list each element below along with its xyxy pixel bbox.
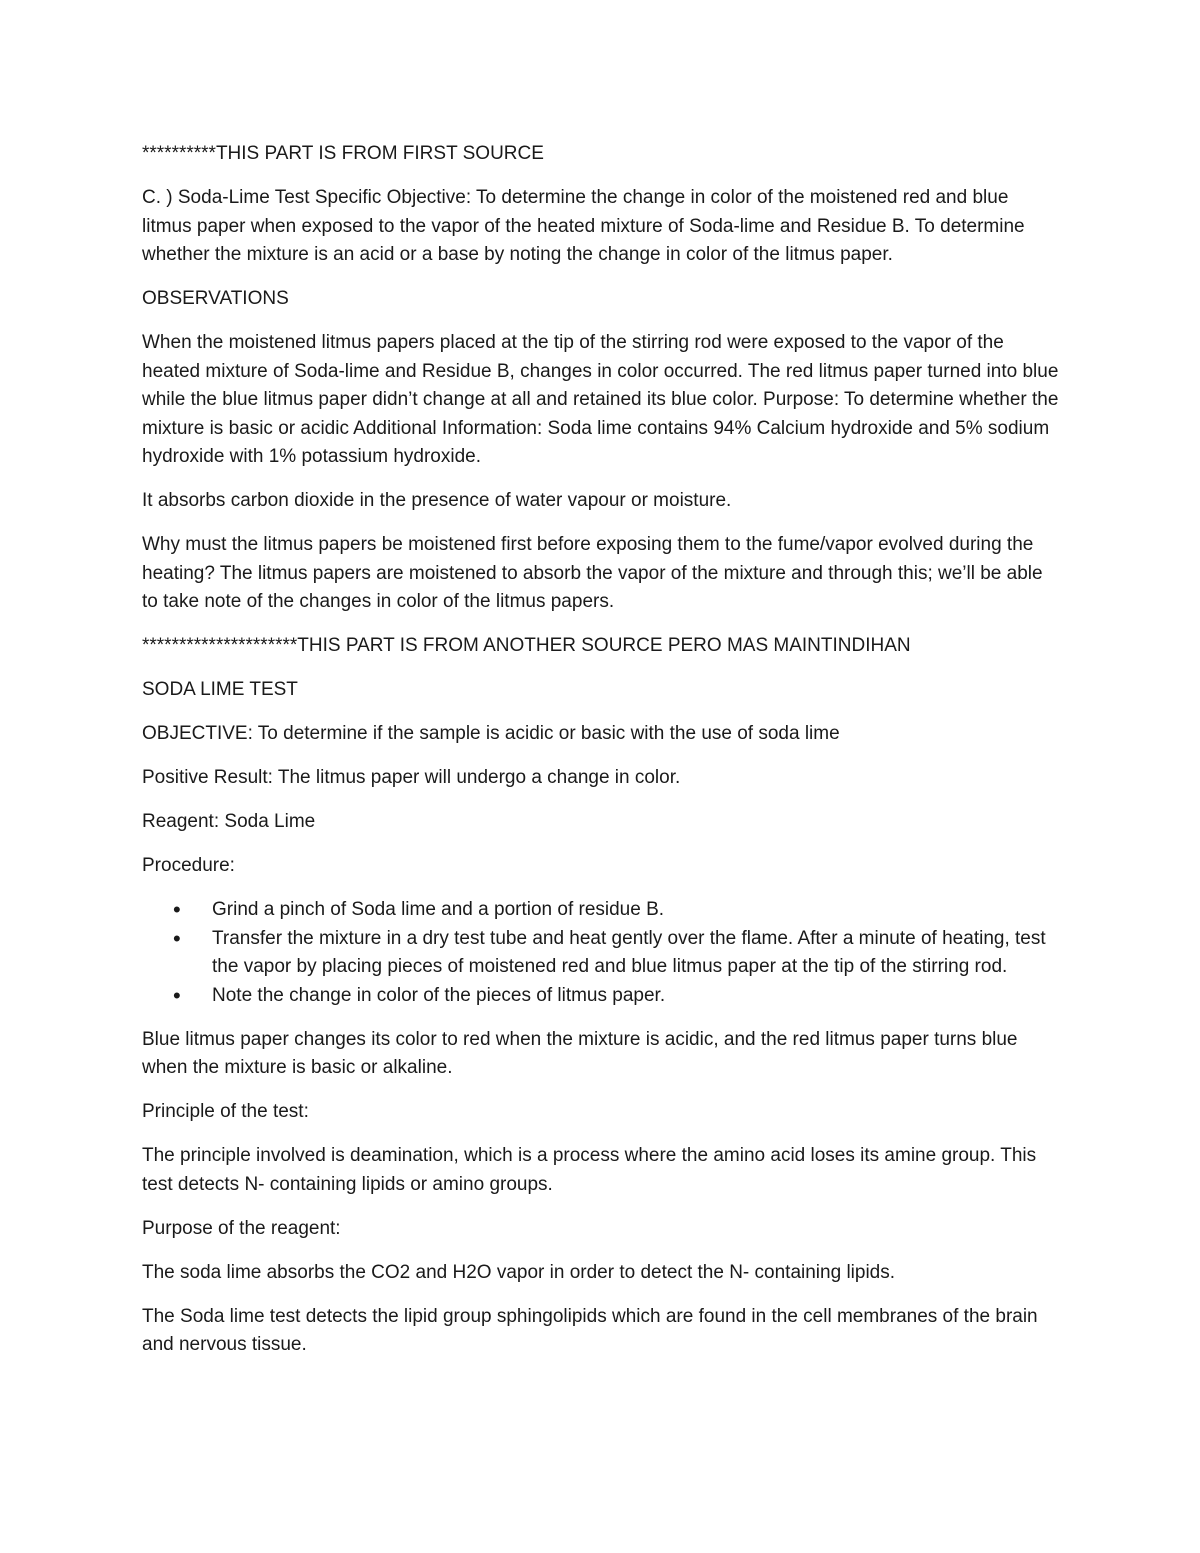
objective-text: OBJECTIVE: To determine if the sample is acidic or basic with the use of soda lime [142,723,840,744]
positive-result-text: Positive Result: The litmus paper will undergo a change in color. [142,767,681,788]
absorbs-text: It absorbs carbon dioxide in the presence of water vapour or moisture. [142,490,732,511]
purpose-text: The soda lime absorbs the CO2 and H2O vapor in order to detect the N- containing lipids. [142,1261,896,1283]
reagent-text: Reagent: Soda Lime [142,811,316,832]
procedure-step: • Note the change in color of the pieces of litmus paper. [212,982,1060,1011]
procedure-step: • Transfer the mixture in a dry test tube and heat gently over the flame. After a minute of heating, test the vapor by placing pieces of moistened red and blue litmus paper at the tip of the stirring rod. [212,925,1060,982]
why-moistened-text: Why must the litmus papers be moistened first before exposing them to the fume/vapor evolved during the heating? The litmus papers are moistened to absorb the vapor of the mixture and through this; we’ll be able to take note of the changes in color of the litmus papers. [142,534,1043,612]
observations-text: When the moistened litmus papers placed at the tip of the stirring rod were exposed to the vapor of the heated mixture of Soda-lime and Residue B, changes in color occurred. The red litmus paper turned into blue while the blue litmus paper didn’t change at all and retained its blue color. Purpose: To determine whether the mixture is basic or acidic Additional Information: Soda lime contains 94% Calcium hydroxide and 5% sodium hydroxide with 1% potassium hydroxide. [142,332,1059,467]
procedure-list [142,896,1060,1010]
observations-heading: OBSERVATIONS [142,288,289,309]
principle-text: The principle involved is deamination, which is a process where the amino acid loses its amine group. This test detects N- containing lipids or amino groups. [142,1145,1037,1195]
purpose-heading: Purpose of the reagent: [142,1217,341,1239]
source1-objective: C. ) Soda-Lime Test Specific Objective: To determine the change in color of the moistened red and blue litmus paper when exposed to the vapor of the heated mixture of Soda-lime and Residue B. To determine whether the mixture is an acid or a base by noting the change in color of the litmus paper. [142,187,1025,265]
source2-header: *********************THIS PART IS FROM ANOTHER SOURCE PERO MAS MAINTINDIHAN [142,635,911,656]
source1-header: **********THIS PART IS FROM FIRST SOURCE [142,143,544,164]
test-title: SODA LIME TEST [142,679,298,700]
procedure-step: • Grind a pinch of Soda lime and a portion of residue B. [212,896,1060,925]
principle-heading: Principle of the test: [142,1101,309,1122]
litmus-result-text: Blue litmus paper changes its color to red when the mixture is acidic, and the red litmus paper turns blue when the mixture is basic or alkaline. [142,1028,1018,1078]
detects-text: The Soda lime test detects the lipid group sphingolipids which are found in the cell membranes of the brain and nervous tissue. [142,1305,1038,1355]
procedure-heading: Procedure: [142,855,235,876]
